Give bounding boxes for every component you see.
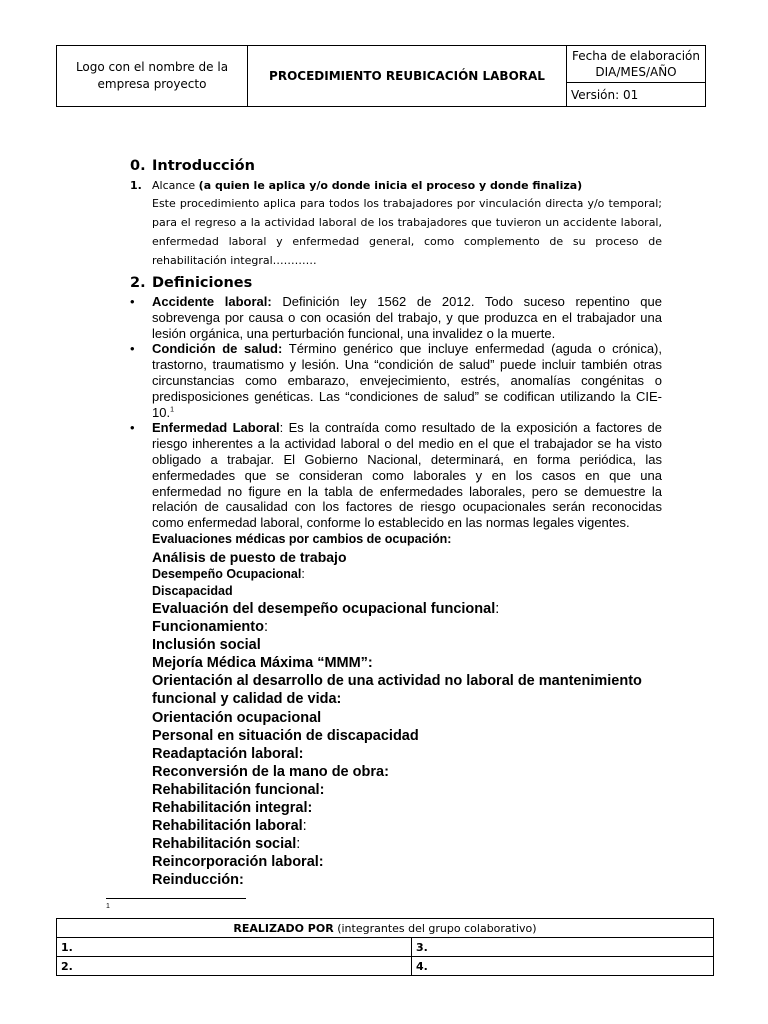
definitions-list [130, 294, 662, 531]
term: Reinducción: [152, 872, 244, 889]
term: Rehabilitación laboral: [152, 818, 307, 835]
footnote-number: 1 [106, 903, 110, 910]
bullet-icon: • [130, 294, 135, 309]
realizado-por-heading: REALIZADO POR (integrantes del grupo colaborativo) [57, 919, 714, 938]
section-definitions-heading: 2. Definiciones [130, 275, 253, 291]
term: Orientación al desarrollo de una actividad no laboral de mantenimiento funcional y calidad de vida: [152, 673, 642, 708]
definition-item: • Enfermedad Laboral: Es la contraída como resultado de la exposición a factores de riesgo inherentes a la actividad laboral o del medio en el que el trabajador se ha visto obligado a trabajar. El Gobierno Nacional, determinará, en forma periódica, las enfermedades que se consideran como laborales y en los casos en que una enfermedad no figure en la tabla de enfermedades laborales, pero se demuestre la relación de causalidad con los factores de riesgo ocupacionales serán reconocidas como enfermedad laboral, conforme lo establecido en las normas legales vigentes. [130, 420, 662, 531]
member-slot: 3. [412, 938, 714, 957]
realizado-por-table [56, 918, 714, 976]
date-value: DIA/MES/AÑO [595, 65, 677, 79]
section-introduction-heading: 0. Introducción [130, 158, 255, 174]
term: Reconversión de la mano de obra: [152, 763, 389, 780]
terms-list [130, 531, 662, 890]
term: Reincorporación laboral: [152, 854, 324, 871]
term: Discapacidad [152, 583, 233, 598]
term: Análisis de puesto de trabajo [152, 548, 347, 565]
term: Readaptación laboral: [152, 745, 304, 762]
member-slot: 1. [57, 938, 412, 957]
term: Rehabilitación social: [152, 836, 301, 853]
member-slot: 4. [412, 957, 714, 976]
term: Rehabilitación funcional: [152, 781, 325, 798]
term: Evaluaciones médicas por cambios de ocupación: [152, 531, 452, 546]
date-cell [567, 46, 706, 83]
scope-paragraph: Este procedimiento aplica para todos los trabajadores por vinculación directa y/o temporal; para el regreso a la actividad laboral de los trabajadores que tuvieron un accidente laboral, enfermedad laboral y enfermedad general, como complemento de su proceso de rehabilitación integral………… [152, 197, 662, 267]
logo-placeholder: Logo con el nombre de la empresa proyecto [57, 46, 248, 107]
term: Orientación ocupacional [152, 709, 322, 726]
scope-subheading: 1. Alcance (a quien le aplica y/o donde inicia el proceso y donde finaliza) [130, 179, 583, 192]
bullet-icon: • [130, 341, 135, 357]
term: Evaluación del desempeño ocupacional funcional: [152, 600, 500, 617]
definition-item: • Condición de salud: Término genérico que incluye enfermedad (aguda o crónica), trastorno, traumatismo y lesión. Una “condición de salud” puede incluir también otras circunstancias como embarazo, envejecimiento, estrés, anomalías congénitas o predisposiciones genéticas. Las “condiciones de salud” se codifican utilizando la CIE-10.$^1$ [130, 341, 662, 420]
definition-item: • Accidente laboral: Definición ley 1562 de 2012. Todo suceso repentino que sobrevenga por causa o con ocasión del trabajo, y que produzca en el trabajador una lesión orgánica, una perturbación funcional, una invalidez o la muerte. [130, 294, 662, 341]
term: Funcionamiento: [152, 619, 269, 636]
term: Rehabilitación integral: [152, 799, 313, 816]
term: Mejoría Médica Máxima “MMM”: [152, 655, 373, 672]
bullet-icon: • [130, 420, 135, 436]
document-header [56, 45, 706, 107]
term: Desempeño Ocupacional: [152, 566, 305, 581]
footnote-divider [106, 898, 246, 899]
member-slot: 2. [57, 957, 412, 976]
document-body [130, 155, 662, 889]
footnote-ref: 1 [170, 406, 174, 414]
term: Inclusión social [152, 637, 261, 654]
version-cell: Versión: 01 [567, 83, 706, 107]
date-label: Fecha de elaboración [571, 49, 700, 63]
term: Personal en situación de discapacidad [152, 727, 419, 744]
document-title: PROCEDIMIENTO REUBICACIÓN LABORAL [248, 46, 567, 107]
